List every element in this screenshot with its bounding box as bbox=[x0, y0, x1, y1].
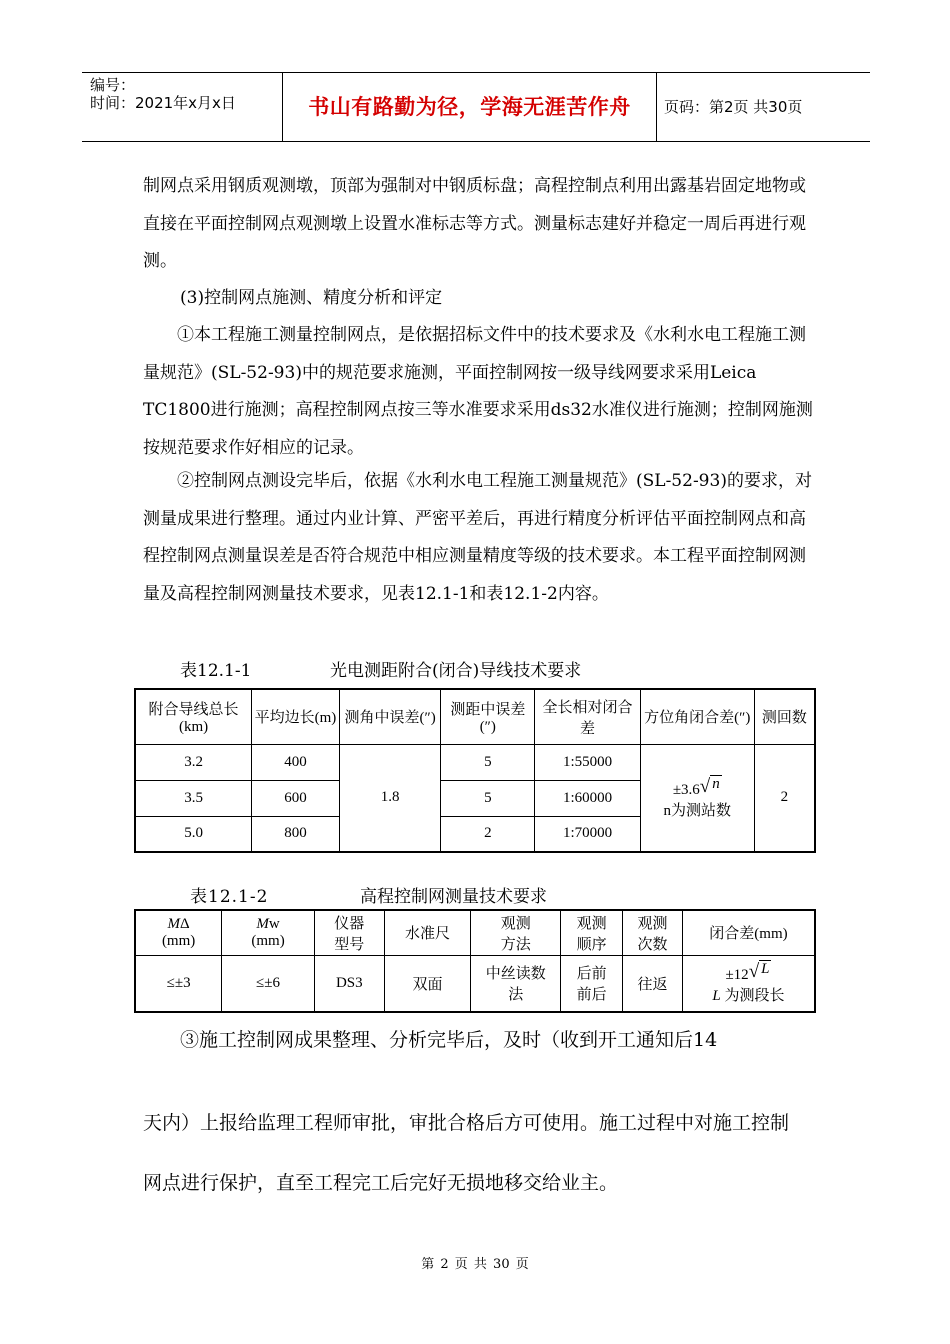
page-footer: 第 2 页 共 30 页 bbox=[421, 1257, 529, 1272]
header-time-label: 时间：2021年x月x日 bbox=[90, 94, 236, 112]
table1-header-cell: 附合导线总长(km) bbox=[135, 689, 252, 744]
mw-symbol: M bbox=[256, 915, 269, 932]
table1-header-cell: 平均边长(m) bbox=[252, 689, 340, 744]
mw-unit: (mm) bbox=[251, 932, 285, 949]
table2-cell-closure bbox=[682, 955, 815, 1012]
mdelta-subscript: Δ bbox=[180, 915, 190, 932]
azimuth-value: ±3.6 bbox=[672, 781, 700, 798]
table1-header-row bbox=[135, 689, 815, 744]
header-number-label: 编号： bbox=[90, 76, 136, 94]
page-header bbox=[82, 72, 870, 142]
paragraph-5: ③施工控制网成果整理、分析完毕后，及时（收到开工通知后14 bbox=[180, 1029, 718, 1051]
table-traverse-requirements bbox=[134, 688, 816, 853]
table2-cell-staff: 双面 bbox=[384, 955, 471, 1012]
paragraph-6: 天内）上报给监理工程师审批，审批合格后方可使用。施工过程中对施工控制网点进行保护，直至工程完工后完好无损地移交给业主。 bbox=[143, 1112, 790, 1194]
table1-cell-azimuth bbox=[640, 744, 754, 852]
table-row bbox=[135, 744, 815, 780]
mdelta-symbol: M bbox=[167, 915, 181, 932]
table1-header-cell: 测角中误差(″) bbox=[339, 689, 441, 744]
paragraph-3: ①本工程施工测量控制网点，是依据招标文件中的技术要求及《水利水电工程施工测量规范》(SL-52-93)中的规范要求施测，平面控制网按一级导线网要求采用Leica TC1800进行施测；高程控制网点按三等水准要求采用ds32水准仪进行施测；控制网施测按规范要求作好相应的记录。 bbox=[143, 325, 813, 458]
table1-cell-closure: 1:60000 bbox=[535, 780, 641, 816]
table1-cell-side: 800 bbox=[252, 816, 340, 852]
paragraph-2: (3)控制网点施测、精度分析和评定 bbox=[180, 288, 443, 308]
table2-cell-instrument: DS3 bbox=[314, 955, 384, 1012]
table2-cell-mdelta: ≤±3 bbox=[135, 955, 222, 1012]
azimuth-radicand: n bbox=[712, 775, 720, 792]
table1-header-cell: 测距中误差(″) bbox=[441, 689, 535, 744]
table2-caption-title: 高程控制网测量技术要求 bbox=[360, 887, 547, 907]
table1-cell-length: 3.2 bbox=[135, 744, 252, 780]
table2-cell-method: 中丝读数法 bbox=[471, 955, 561, 1012]
table2-header-times: 观测次数 bbox=[623, 910, 683, 955]
closure-value: ±12 bbox=[725, 967, 749, 984]
table1-caption-title: 光电测距附合(闭合)导线技术要求 bbox=[330, 661, 582, 681]
paragraph-1: 制网点采用钢质观测墩，顶部为强制对中钢质标盘；高程控制点利用出露基岩固定地物或直接在平面控制网点观测墩上设置水准标志等方式。测量标志建好并稳定一周后再进行观测。 bbox=[143, 176, 806, 271]
table2-cell-order: 后前前后 bbox=[561, 955, 623, 1012]
table1-cell-rounds: 2 bbox=[754, 744, 815, 852]
table1-cell-distance-error: 5 bbox=[441, 780, 535, 816]
table1-cell-length: 3.5 bbox=[135, 780, 252, 816]
table2-header-row bbox=[135, 910, 815, 955]
table1-cell-length: 5.0 bbox=[135, 816, 252, 852]
closure-note: 为测段长 bbox=[724, 988, 785, 1005]
azimuth-note: n为测站数 bbox=[663, 802, 732, 819]
table2-header-order: 观测顺序 bbox=[561, 910, 623, 955]
table2-header-closure: 闭合差(mm) bbox=[682, 910, 815, 955]
header-page-label: 页码：第2页 共30页 bbox=[664, 98, 803, 116]
table1-cell-distance-error: 5 bbox=[441, 744, 535, 780]
sqrt-icon: √ bbox=[699, 775, 711, 797]
table1-cell-angle-error: 1.8 bbox=[339, 744, 441, 852]
table2-caption-number: 表12.1-2 bbox=[190, 887, 269, 907]
table1-caption-number: 表12.1-1 bbox=[180, 661, 252, 681]
table2-header-mw bbox=[222, 910, 315, 955]
table1-cell-closure: 1:55000 bbox=[535, 744, 641, 780]
table1-cell-side: 400 bbox=[252, 744, 340, 780]
table2-header-method: 观测方法 bbox=[471, 910, 561, 955]
mw-subscript: w bbox=[268, 915, 280, 932]
sqrt-icon: √ bbox=[748, 961, 760, 983]
table2-cell-times: 往返 bbox=[623, 955, 683, 1012]
table-leveling-requirements bbox=[134, 909, 816, 1013]
table2-header-staff: 水准尺 bbox=[384, 910, 471, 955]
table1-header-cell: 方位角闭合差(″) bbox=[640, 689, 754, 744]
closure-note-symbol: L bbox=[712, 988, 721, 1005]
table1-cell-closure: 1:70000 bbox=[535, 816, 641, 852]
header-meta bbox=[82, 73, 283, 141]
mdelta-unit: (mm) bbox=[161, 932, 196, 949]
table2-header-mdelta bbox=[135, 910, 222, 955]
table1-header-cell: 全长相对闭合差 bbox=[535, 689, 641, 744]
table2-header-instrument: 仪器型号 bbox=[314, 910, 384, 955]
closure-radicand: L bbox=[761, 961, 770, 978]
paragraph-4: ②控制网点测设完毕后，依据《水利水电工程施工测量规范》(SL-52-93)的要求，对测量成果进行整理。通过内业计算、严密平差后，再进行精度分析评估平面控制网点和高程控制网点测量误差是否符合规范中相应测量精度等级的技术要求。本工程平面控制网测量及高程控制网测量技术要求，见表12.1-1和表12.1-2内容。 bbox=[143, 471, 812, 604]
table2-cell-mw: ≤±6 bbox=[222, 955, 315, 1012]
table1-cell-distance-error: 2 bbox=[441, 816, 535, 852]
header-motto: 书山有路勤为径，学海无涯苦作舟 bbox=[283, 73, 657, 141]
table-row bbox=[135, 955, 815, 1012]
table1-header-cell: 测回数 bbox=[754, 689, 815, 744]
table1-cell-side: 600 bbox=[252, 780, 340, 816]
